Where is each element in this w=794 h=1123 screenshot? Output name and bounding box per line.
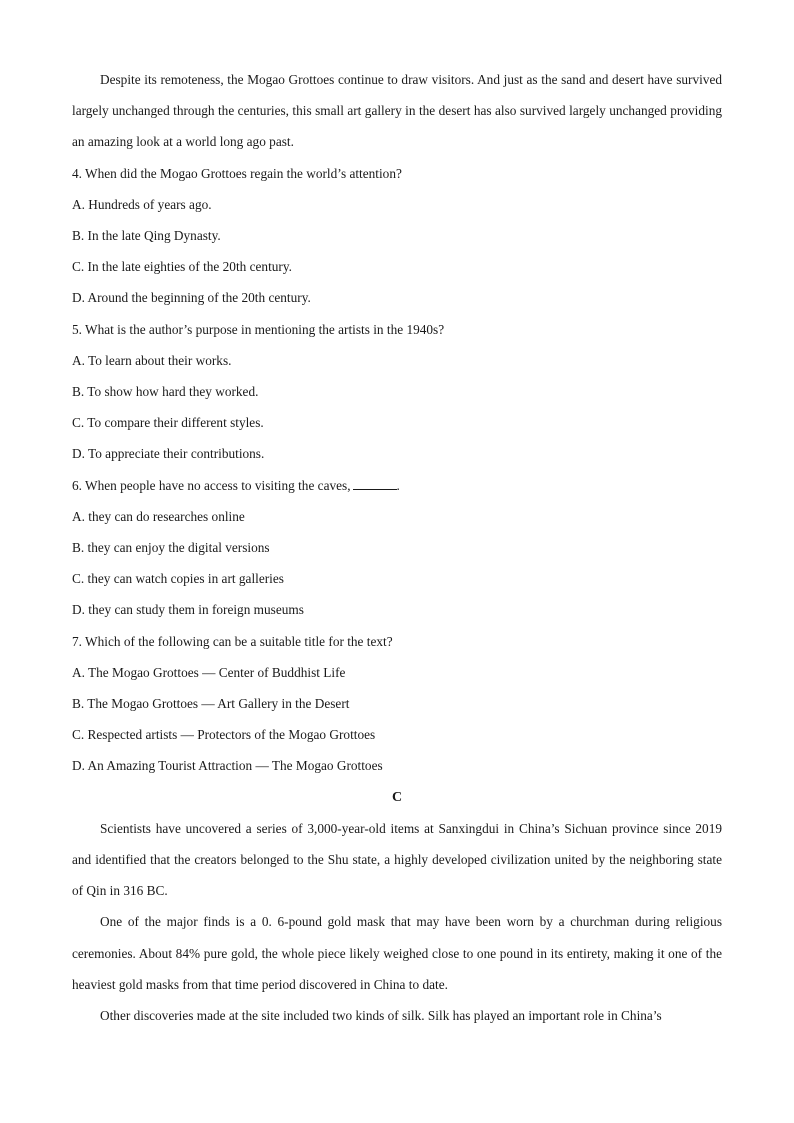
section-c-title: C [391,789,403,805]
question-6-option-c: C. they can watch copies in art galleries [72,571,284,587]
answer-blank [353,475,397,490]
question-4-option-a: A. Hundreds of years ago. [72,196,212,212]
question-7 [72,626,722,782]
passage-b-closing-paragraph: Despite its remoteness, the Mogao Grottoes continue to draw visitors. And just as the sand and desert have survived largely unchanged through the centuries, this small art gallery in the desert has also survived largely unchanged providing an amazing look at a world long ago past. [72,72,722,150]
question-7-option-c: C. Respected artists — Protectors of the Mogao Grottoes [72,727,376,743]
question-4-option-d: D. Around the beginning of the 20th century. [72,290,311,306]
question-5-stem: 5. What is the author’s purpose in mentioning the artists in the 1940s? [72,321,445,337]
question-6-stem: 6. When people have no access to visiting the caves, [72,477,351,493]
question-5-option-c: C. To compare their different styles. [72,415,264,431]
passage-c-paragraph-1: Scientists have uncovered a series of 3,000-year-old items at Sanxingdui in China’s Sichuan province since 2019 and identified that the creators belonged to the Shu state, a highly developed civilization united by the neighboring state of Qin in 316 BC. [72,820,722,899]
question-4 [72,158,722,314]
question-7-option-a: A. The Mogao Grottoes — Center of Buddhist Life [72,664,346,680]
question-6-option-d: D. they can study them in foreign museums [72,602,304,618]
question-4-option-b: B. In the late Qing Dynasty. [72,228,221,244]
passage-c-paragraph-2: One of the major finds is a 0. 6-pound gold mask that may have been worn by a churchman during religious ceremonies. About 84% pure gold, the whole piece likely weighed close to one pound in its entirety, making it one of the heaviest gold masks from that time period discovered in China to date. [72,914,722,992]
question-7-option-d: D. An Amazing Tourist Attraction — The Mogao Grottoes [72,758,383,774]
question-5-option-a: A. To learn about their works. [72,352,232,368]
passage-c-paragraph-3: Other discoveries made at the site included two kinds of silk. Silk has played an important role in China’s [100,1008,662,1024]
question-6-stem-end: . [396,477,400,493]
question-5-option-d: D. To appreciate their contributions. [72,446,265,462]
document-page [72,64,722,1031]
question-7-option-b: B. The Mogao Grottoes — Art Gallery in the Desert [72,696,350,712]
question-7-stem: 7. Which of the following can be a suitable title for the text? [72,633,393,649]
question-6-option-b: B. they can enjoy the digital versions [72,540,270,556]
question-6-option-a: A. they can do researches online [72,508,245,524]
question-4-option-c: C. In the late eighties of the 20th century. [72,259,292,275]
question-5 [72,314,722,470]
question-6-stem-line [72,470,722,501]
question-6 [72,470,722,626]
question-4-stem: 4. When did the Mogao Grottoes regain the world’s attention? [72,165,402,181]
question-5-option-b: B. To show how hard they worked. [72,384,259,400]
